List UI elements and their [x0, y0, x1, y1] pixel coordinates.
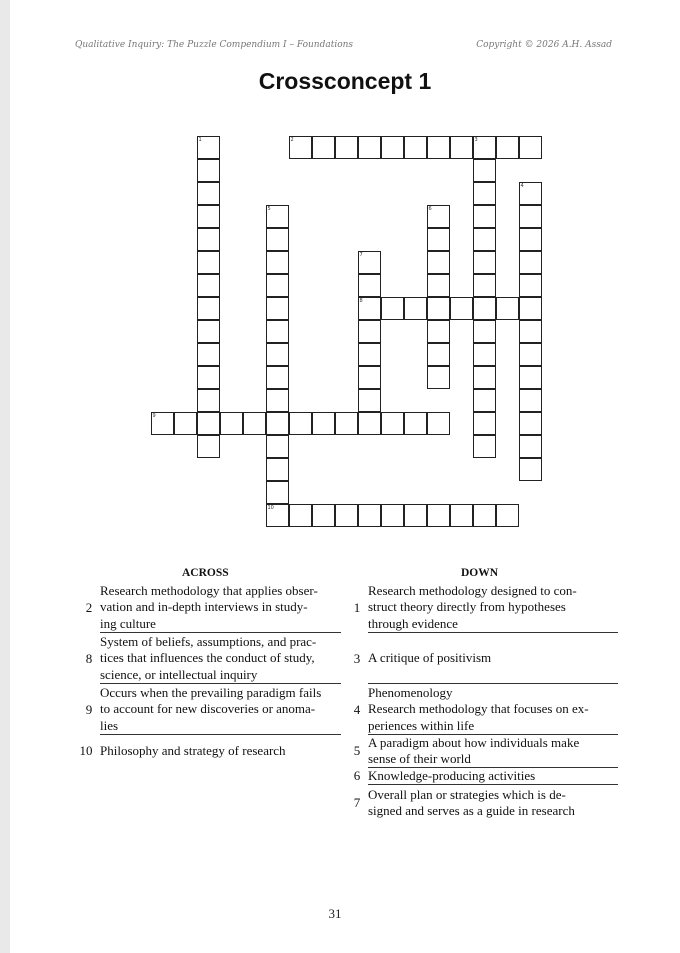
across-clue-9 — [78, 685, 341, 735]
grid-cell[interactable] — [496, 504, 519, 527]
grid-cell[interactable] — [266, 320, 289, 343]
grid-cell[interactable] — [381, 297, 404, 320]
grid-cell[interactable] — [266, 251, 289, 274]
clue-text: A critique of positivism — [368, 634, 618, 684]
grid-cell[interactable] — [473, 205, 496, 228]
down-clue-7 — [346, 786, 618, 820]
clue-text: Overall plan or strategies which is de- signed and serves as a guide in research — [368, 786, 575, 818]
cell-number: 8 — [359, 298, 363, 304]
grid-cell[interactable] — [266, 297, 289, 320]
grid-cell[interactable] — [427, 504, 450, 527]
grid-cell[interactable] — [197, 205, 220, 228]
grid-cell[interactable] — [427, 343, 450, 366]
grid-cell[interactable] — [427, 412, 450, 435]
grid-cell[interactable] — [404, 136, 427, 159]
grid-cell[interactable] — [496, 136, 519, 159]
grid-cell[interactable] — [197, 274, 220, 297]
clue-text: Phenomenology Research methodology that focuses on ex- periences within life — [368, 685, 618, 735]
grid-cell[interactable] — [266, 366, 289, 389]
down-heading: DOWN — [461, 567, 499, 579]
grid-cell[interactable] — [197, 228, 220, 251]
cell-number: 3 — [474, 137, 478, 143]
grid-cell[interactable] — [266, 343, 289, 366]
grid-cell[interactable] — [519, 297, 542, 320]
grid-cell[interactable] — [473, 504, 496, 527]
grid-cell[interactable] — [197, 343, 220, 366]
cell-number: 2 — [290, 137, 294, 143]
grid-cell[interactable] — [266, 205, 289, 228]
grid-cell[interactable] — [519, 389, 542, 412]
grid-cell[interactable] — [197, 389, 220, 412]
clue-number: 7 — [353, 794, 361, 810]
grid-cell[interactable] — [519, 205, 542, 228]
grid-cell[interactable] — [519, 320, 542, 343]
grid-cell[interactable] — [473, 159, 496, 182]
grid-cell[interactable] — [473, 251, 496, 274]
clue-number: 8 — [85, 650, 93, 666]
grid-cell[interactable] — [312, 136, 335, 159]
clue-number: 1 — [353, 599, 361, 615]
clue-number: 6 — [353, 768, 361, 784]
grid-cell[interactable] — [519, 343, 542, 366]
grid-cell[interactable] — [473, 389, 496, 412]
grid-cell[interactable] — [197, 136, 220, 159]
grid-cell[interactable] — [358, 297, 381, 320]
grid-cell[interactable] — [381, 136, 404, 159]
grid-cell[interactable] — [519, 251, 542, 274]
grid-cell[interactable] — [197, 251, 220, 274]
grid-cell[interactable] — [519, 458, 542, 481]
puzzle-title: Crossconcept 1 — [258, 68, 432, 94]
grid-cell[interactable] — [496, 297, 519, 320]
cell-number: 5 — [267, 206, 271, 212]
grid-cell[interactable] — [519, 366, 542, 389]
grid-cell[interactable] — [243, 412, 266, 435]
grid-cell[interactable] — [266, 228, 289, 251]
grid-cell[interactable] — [427, 297, 450, 320]
grid-cell[interactable] — [473, 274, 496, 297]
grid-cell[interactable] — [473, 297, 496, 320]
grid-cell[interactable] — [358, 412, 381, 435]
cell-number: 1 — [198, 137, 202, 143]
cell-number: 6 — [428, 206, 432, 212]
grid-cell[interactable] — [404, 412, 427, 435]
grid-cell[interactable] — [427, 205, 450, 228]
grid-cell[interactable] — [427, 320, 450, 343]
grid-cell[interactable] — [197, 320, 220, 343]
grid-cell[interactable] — [266, 274, 289, 297]
clue-number: 2 — [85, 599, 93, 615]
clue-text: Research methodology that applies obser- vation and in-depth interviews in study- ing culture — [100, 583, 341, 633]
grid-cell[interactable] — [519, 412, 542, 435]
clue-text: Knowledge-producing activities — [368, 768, 618, 785]
grid-cell[interactable] — [358, 320, 381, 343]
clue-text: Philosophy and strategy of research — [100, 742, 286, 758]
down-clue-1 — [346, 583, 618, 633]
cell-number: 7 — [359, 252, 363, 258]
grid-cell[interactable] — [220, 412, 243, 435]
grid-cell[interactable] — [151, 412, 174, 435]
grid-cell[interactable] — [197, 412, 220, 435]
grid-cell[interactable] — [427, 251, 450, 274]
grid-cell[interactable] — [519, 274, 542, 297]
grid-cell[interactable] — [289, 412, 312, 435]
grid-cell[interactable] — [358, 343, 381, 366]
grid-cell[interactable] — [266, 504, 289, 527]
clue-number: 9 — [85, 701, 93, 717]
grid-cell[interactable] — [450, 136, 473, 159]
grid-cell[interactable] — [197, 159, 220, 182]
grid-cell[interactable] — [266, 458, 289, 481]
clue-number: 4 — [353, 701, 361, 717]
grid-cell[interactable] — [473, 412, 496, 435]
grid-cell[interactable] — [381, 412, 404, 435]
grid-cell[interactable] — [473, 320, 496, 343]
grid-cell[interactable] — [197, 182, 220, 205]
grid-cell[interactable] — [381, 504, 404, 527]
grid-cell[interactable] — [197, 297, 220, 320]
down-clue-6 — [346, 768, 618, 785]
down-clue-5 — [346, 735, 618, 768]
page-number: 31 — [328, 906, 342, 921]
grid-cell[interactable] — [266, 389, 289, 412]
grid-cell[interactable] — [427, 274, 450, 297]
grid-cell[interactable] — [427, 136, 450, 159]
cell-number: 10 — [267, 505, 274, 511]
grid-cell[interactable] — [427, 228, 450, 251]
grid-cell[interactable] — [473, 182, 496, 205]
across-heading: ACROSS — [182, 567, 229, 579]
grid-cell[interactable] — [358, 251, 381, 274]
grid-cell[interactable] — [473, 435, 496, 458]
grid-cell[interactable] — [312, 412, 335, 435]
grid-cell[interactable] — [519, 435, 542, 458]
clue-number: 5 — [353, 743, 361, 759]
grid-cell[interactable] — [404, 297, 427, 320]
grid-cell[interactable] — [358, 389, 381, 412]
clue-text: System of beliefs, assumptions, and prac- tices that influences the conduct of study, science, or intellectual inquiry — [100, 634, 341, 684]
grid-cell[interactable] — [473, 366, 496, 389]
grid-cell[interactable] — [519, 182, 542, 205]
grid-cell[interactable] — [335, 136, 358, 159]
grid-cell[interactable] — [335, 412, 358, 435]
grid-cell[interactable] — [519, 228, 542, 251]
grid-cell[interactable] — [358, 366, 381, 389]
grid-cell[interactable] — [266, 481, 289, 504]
grid-cell[interactable] — [174, 412, 197, 435]
grid-cell[interactable] — [473, 228, 496, 251]
cell-number: 4 — [520, 183, 524, 189]
grid-cell[interactable] — [358, 274, 381, 297]
down-clue-4 — [346, 685, 618, 735]
grid-cell[interactable] — [358, 504, 381, 527]
book-title-header: Qualitative Inquiry: The Puzzle Compendium I – Foundations — [75, 40, 354, 50]
grid-cell[interactable] — [266, 412, 289, 435]
grid-cell[interactable] — [266, 435, 289, 458]
grid-cell[interactable] — [473, 136, 496, 159]
clue-number: 3 — [353, 650, 361, 666]
across-clue-10 — [72, 738, 341, 764]
grid-cell[interactable] — [404, 504, 427, 527]
grid-cell[interactable] — [473, 343, 496, 366]
grid-cell[interactable] — [289, 504, 312, 527]
clue-text: Research methodology designed to con- struct theory directly from hypotheses through evidence — [368, 583, 618, 633]
grid-cell[interactable] — [335, 504, 358, 527]
clue-number: 10 — [79, 742, 93, 758]
grid-cell[interactable] — [289, 136, 312, 159]
grid-cell[interactable] — [197, 366, 220, 389]
clue-text: Occurs when the prevailing paradigm fails to account for new discoveries or anoma- lies — [100, 685, 341, 735]
grid-cell[interactable] — [450, 504, 473, 527]
grid-cell[interactable] — [197, 435, 220, 458]
grid-cell[interactable] — [519, 136, 542, 159]
across-clue-2 — [78, 583, 341, 633]
cell-number: 9 — [152, 413, 156, 419]
copyright-header: Copyright © 2026 A.H. Assad — [476, 40, 612, 50]
grid-cell[interactable] — [427, 366, 450, 389]
down-clue-3 — [346, 634, 618, 684]
clue-text: A paradigm about how individuals make sense of their world — [368, 735, 618, 768]
grid-cell[interactable] — [312, 504, 335, 527]
grid-cell[interactable] — [450, 297, 473, 320]
across-clue-8 — [78, 634, 341, 684]
grid-cell[interactable] — [358, 136, 381, 159]
